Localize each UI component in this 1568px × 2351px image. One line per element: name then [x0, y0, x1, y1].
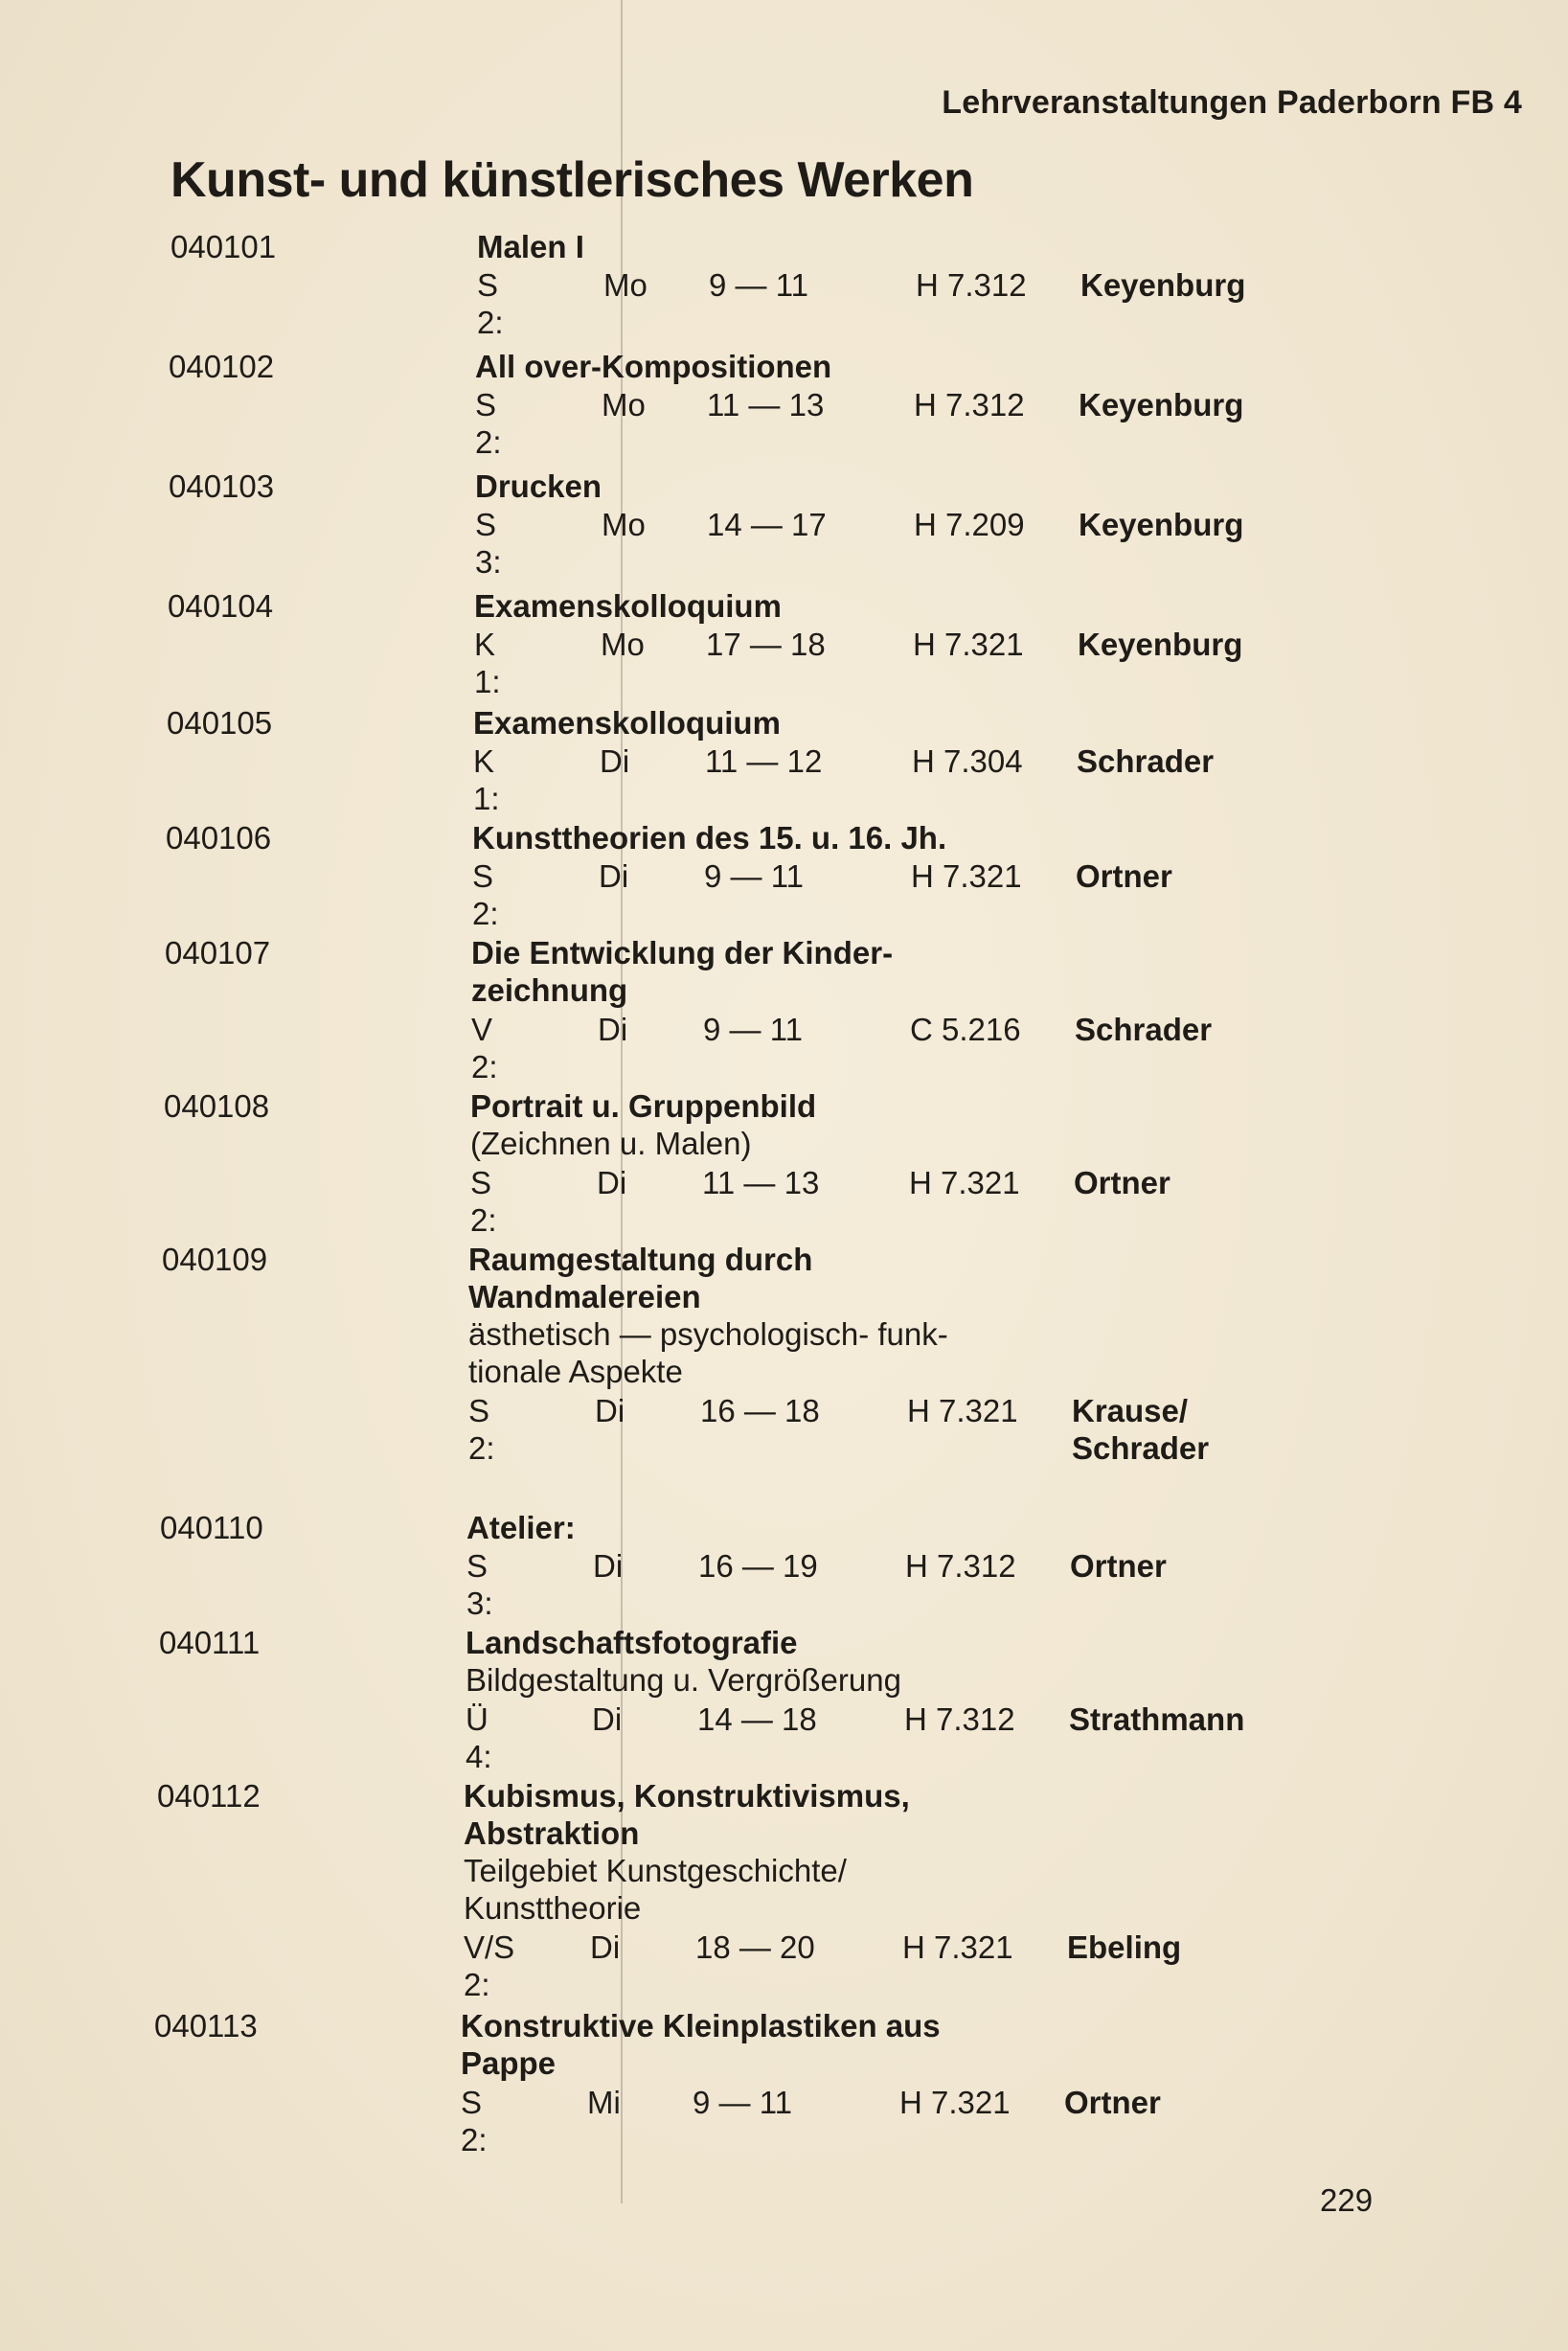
- course-number: 040109: [162, 1242, 268, 1277]
- course-title-line: Raumgestaltung durch: [468, 1242, 813, 1277]
- course-type: Ü 4:: [466, 1701, 492, 1774]
- course-lecturer: [1078, 626, 1327, 663]
- course-title-line: Examenskolloquium: [474, 588, 782, 624]
- course-lecturer-line: Ortner: [1074, 1165, 1170, 1200]
- course-time: 9 — 11: [709, 267, 808, 303]
- course-number: 040112: [157, 1778, 261, 1814]
- course-title-block: [471, 934, 1142, 1009]
- course-type: S 3:: [475, 507, 502, 580]
- course-lecturer-line: Ortner: [1076, 858, 1172, 894]
- course-room: H 7.321: [911, 858, 1022, 894]
- course-day: Mi: [587, 2085, 621, 2120]
- course-lecturer-line: Ortner: [1064, 2085, 1161, 2120]
- course-lecturer-line: Keyenburg: [1079, 507, 1244, 542]
- running-head: Lehrveranstaltungen Paderborn FB 4: [942, 84, 1522, 121]
- course-day: Mo: [602, 507, 646, 542]
- course-number: 040104: [168, 588, 274, 624]
- course-lecturer: [1072, 1392, 1321, 1467]
- course-room: H 7.312: [904, 1701, 1015, 1737]
- course-lecturer: [1077, 742, 1326, 780]
- course-time: 11 — 13: [707, 387, 825, 422]
- course-title-line: Examenskolloquium: [473, 705, 781, 741]
- course-number: 040101: [170, 229, 277, 264]
- course-day: Mo: [603, 267, 648, 303]
- course-lecturer: [1067, 1929, 1316, 1966]
- course-time: 11 — 12: [705, 743, 823, 779]
- course-description-line: Kunsttheorie: [464, 1890, 642, 1926]
- course-lecturer-line: Ebeling: [1067, 1929, 1182, 1965]
- course-number: 040110: [160, 1510, 263, 1545]
- section-title: Kunst- und künstlerisches Werken: [170, 152, 974, 208]
- course-time: 17 — 18: [706, 627, 826, 662]
- course-lecturer-line: Schrader: [1072, 1430, 1210, 1466]
- course-room: C 5.216: [910, 1012, 1021, 1047]
- course-description-line: ästhetisch — psychologisch- funk-: [468, 1316, 948, 1352]
- course-room: H 7.321: [913, 627, 1024, 662]
- course-title-block: [473, 704, 1144, 742]
- course-day: Di: [597, 1165, 627, 1200]
- course-title-line: Landschaftsfotografie: [466, 1625, 798, 1660]
- course-type: V/S 2:: [464, 1929, 515, 2002]
- course-lecturer: [1079, 386, 1328, 423]
- course-description-line: Teilgebiet Kunstgeschichte/: [464, 1853, 847, 1888]
- course-room: H 7.312: [914, 387, 1025, 422]
- course-lecturer-line: Keyenburg: [1080, 267, 1246, 303]
- course-day: Di: [592, 1701, 623, 1737]
- course-type: K 1:: [474, 627, 501, 699]
- course-lecturer: [1064, 2084, 1313, 2121]
- course-lecturer-line: Keyenburg: [1079, 387, 1244, 422]
- course-type: S 2:: [472, 858, 499, 931]
- course-number: 040113: [154, 2008, 258, 2043]
- course-type: S 2:: [461, 2085, 488, 2157]
- course-room: H 7.321: [899, 2085, 1011, 2120]
- course-day: Di: [590, 1929, 621, 1965]
- course-title-block: [475, 468, 1146, 505]
- course-time: 9 — 11: [693, 2085, 792, 2120]
- course-time: 18 — 20: [695, 1929, 815, 1965]
- course-title-line: Malen I: [477, 229, 584, 264]
- course-time: 9 — 11: [703, 1012, 803, 1047]
- course-room: H 7.321: [902, 1929, 1013, 1965]
- course-title-line: Atelier:: [466, 1510, 576, 1545]
- course-title-block: [472, 819, 1143, 856]
- course-time: 11 — 13: [702, 1165, 820, 1200]
- course-title-block: [470, 1087, 1141, 1162]
- course-type: K 1:: [473, 743, 500, 816]
- course-type: S 2:: [475, 387, 502, 460]
- course-number: 040102: [169, 349, 275, 384]
- course-type: S 3:: [466, 1548, 493, 1621]
- course-time: 9 — 11: [704, 858, 804, 894]
- course-title-block: [466, 1509, 1137, 1546]
- course-lecturer: [1076, 857, 1325, 895]
- course-time: 16 — 19: [698, 1548, 818, 1584]
- course-number: 040108: [164, 1088, 270, 1124]
- course-lecturer: [1070, 1547, 1319, 1585]
- course-title-line: Kubismus, Konstruktivismus,: [464, 1778, 910, 1814]
- course-title-line: Kunsttheorien des 15. u. 16. Jh.: [472, 820, 947, 856]
- course-title-line: Drucken: [475, 468, 602, 504]
- course-day: Di: [598, 1012, 628, 1047]
- course-lecturer: [1069, 1700, 1318, 1738]
- course-day: Mo: [601, 627, 645, 662]
- course-day: Mo: [602, 387, 646, 422]
- course-title-line: Die Entwicklung der Kinder-: [471, 935, 894, 970]
- course-number: 040105: [167, 705, 273, 741]
- course-room: H 7.312: [916, 267, 1027, 303]
- course-lecturer-line: Ortner: [1070, 1548, 1167, 1584]
- course-description-line: tionale Aspekte: [468, 1354, 683, 1389]
- course-description-line: Bildgestaltung u. Vergrößerung: [466, 1662, 901, 1698]
- course-number: 040111: [159, 1625, 261, 1660]
- course-lecturer-line: Keyenburg: [1078, 627, 1243, 662]
- course-room: H 7.321: [909, 1165, 1020, 1200]
- course-time: 14 — 17: [707, 507, 827, 542]
- course-room: H 7.312: [905, 1548, 1016, 1584]
- course-title-block: [461, 2007, 1131, 2082]
- course-lecturer-line: Strathmann: [1069, 1701, 1245, 1737]
- course-lecturer: [1075, 1011, 1324, 1048]
- course-room: H 7.209: [914, 507, 1025, 542]
- course-title-block: [468, 1241, 1139, 1390]
- course-title-block: [475, 348, 1146, 385]
- course-day: Di: [600, 743, 630, 779]
- course-description-line: (Zeichnen u. Malen): [470, 1126, 752, 1161]
- course-title-line: Portrait u. Gruppenbild: [470, 1088, 817, 1124]
- course-title-line: zeichnung: [471, 972, 628, 1008]
- course-type: S 2:: [468, 1393, 495, 1466]
- course-title-block: [466, 1624, 1136, 1699]
- course-day: Di: [599, 858, 629, 894]
- course-lecturer: [1074, 1164, 1323, 1201]
- course-lecturer: [1079, 506, 1328, 543]
- course-lecturer-line: Schrader: [1077, 743, 1215, 779]
- course-room: H 7.304: [912, 743, 1023, 779]
- course-lecturer-line: Krause/: [1072, 1393, 1189, 1428]
- course-lecturer-line: Schrader: [1075, 1012, 1213, 1047]
- course-type: S 2:: [477, 267, 504, 340]
- course-title-line: Pappe: [461, 2045, 557, 2081]
- course-day: Di: [595, 1393, 625, 1428]
- course-type: S 2:: [470, 1165, 497, 1238]
- course-title-line: Wandmalereien: [468, 1279, 701, 1314]
- course-title-line: Konstruktive Kleinplastiken aus: [461, 2008, 941, 2043]
- course-title-line: All over-Kompositionen: [475, 349, 832, 384]
- course-time: 16 — 18: [700, 1393, 820, 1428]
- course-day: Di: [593, 1548, 624, 1584]
- course-title-block: [477, 228, 1148, 265]
- course-time: 14 — 18: [697, 1701, 817, 1737]
- course-number: 040103: [169, 468, 275, 504]
- course-title-block: [474, 587, 1145, 625]
- course-room: H 7.321: [907, 1393, 1018, 1428]
- course-lecturer: [1080, 266, 1329, 304]
- course-title-block: [464, 1777, 1134, 1927]
- course-number: 040106: [166, 820, 272, 856]
- page-number: 229: [1320, 2182, 1374, 2218]
- course-type: V 2:: [471, 1012, 498, 1084]
- course-number: 040107: [165, 935, 271, 970]
- course-title-line: Abstraktion: [464, 1815, 640, 1851]
